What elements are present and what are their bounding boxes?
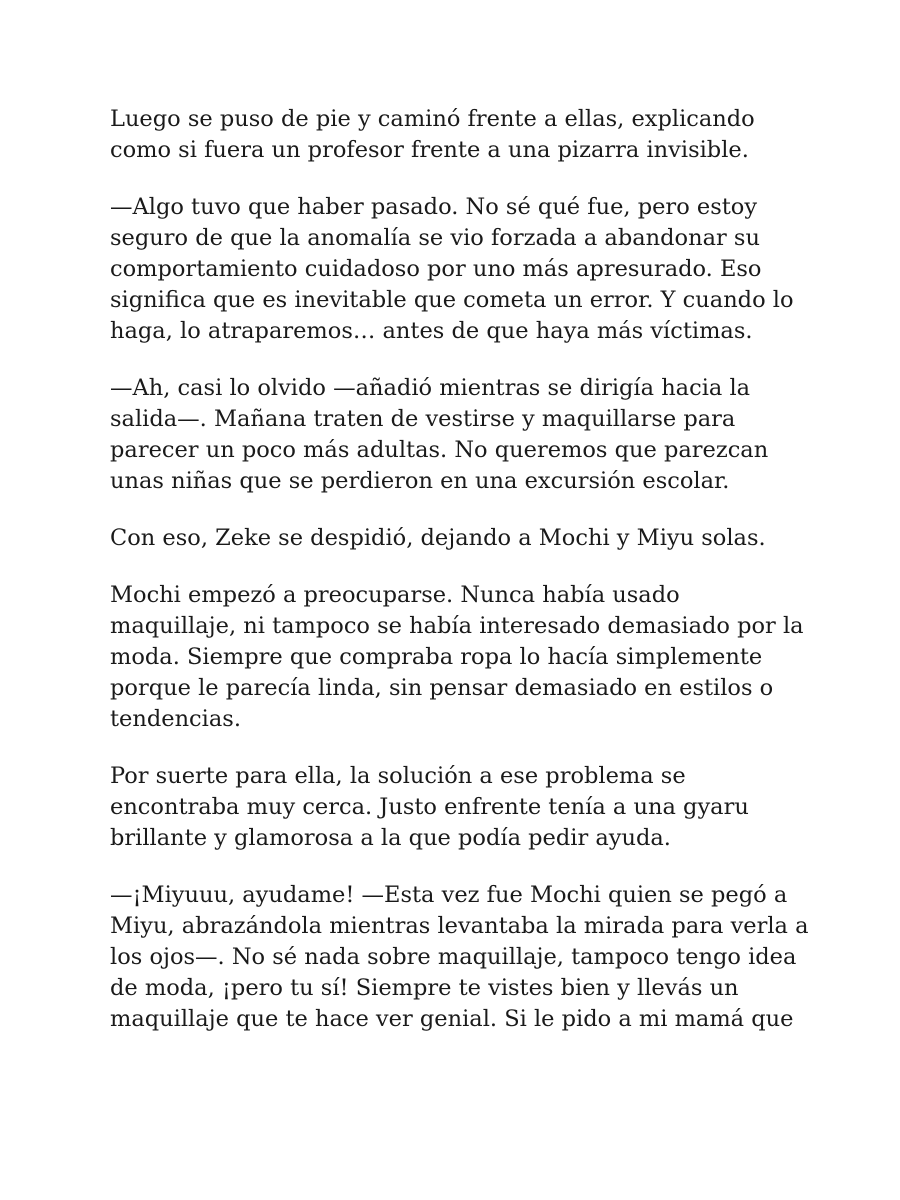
paragraph-3 (110, 373, 810, 497)
page-body (110, 104, 810, 1061)
paragraph-5 (110, 580, 810, 735)
text-line: Miyu, abrazándola mientras levantaba la mirada para verla a (110, 913, 809, 939)
text-line: parecer un poco más adultas. No queremos que parezcan (110, 437, 769, 463)
text-line: haga, lo atraparemos… antes de que haya más víctimas. (110, 318, 753, 344)
text-line: maquillaje que te hace ver genial. Si le pido a mi mamá que (110, 1006, 794, 1032)
paragraph-6 (110, 761, 810, 854)
text-line: —¡Miyuuu, ayudame! —Esta vez fue Mochi quien se pegó a (110, 882, 788, 908)
text-line: Con eso, Zeke se despidió, dejando a Mochi y Miyu solas. (110, 525, 766, 551)
text-line: salida—. Mañana traten de vestirse y maquillarse para (110, 406, 736, 432)
text-line: maquillaje, ni tampoco se había interesado demasiado por la (110, 613, 804, 639)
text-line: —Algo tuvo que haber pasado. No sé qué fue, pero estoy (110, 194, 758, 220)
text-line: seguro de que la anomalía se vio forzada a abandonar su (110, 225, 760, 251)
text-line: tendencias. (110, 706, 241, 732)
paragraph-2 (110, 192, 810, 347)
text-line: Mochi empezó a preocuparse. Nunca había usado (110, 582, 680, 608)
text-line: porque le parecía linda, sin pensar demasiado en estilos o (110, 675, 774, 701)
text-line: los ojos—. No sé nada sobre maquillaje, tampoco tengo idea (110, 944, 797, 970)
text-line: encontraba muy cerca. Justo enfrente tenía a una gyaru (110, 794, 749, 820)
paragraph-7 (110, 880, 810, 1035)
text-line: de moda, ¡pero tu sí! Siempre te vistes bien y llevás un (110, 975, 739, 1001)
paragraph-1 (110, 104, 810, 166)
text-line: como si fuera un profesor frente a una pizarra invisible. (110, 137, 749, 163)
text-line: moda. Siempre que compraba ropa lo hacía simplemente (110, 644, 763, 670)
text-line: Luego se puso de pie y caminó frente a ellas, explicando (110, 106, 755, 132)
paragraph-4 (110, 523, 810, 554)
text-line: Por suerte para ella, la solución a ese problema se (110, 763, 686, 789)
text-line: significa que es inevitable que cometa un error. Y cuando lo (110, 287, 794, 313)
text-line: unas niñas que se perdieron en una excursión escolar. (110, 468, 730, 494)
text-line: —Ah, casi lo olvido —añadió mientras se dirigía hacia la (110, 375, 751, 401)
text-line: comportamiento cuidadoso por uno más apresurado. Eso (110, 256, 762, 282)
text-line: brillante y glamorosa a la que podía pedir ayuda. (110, 825, 671, 851)
